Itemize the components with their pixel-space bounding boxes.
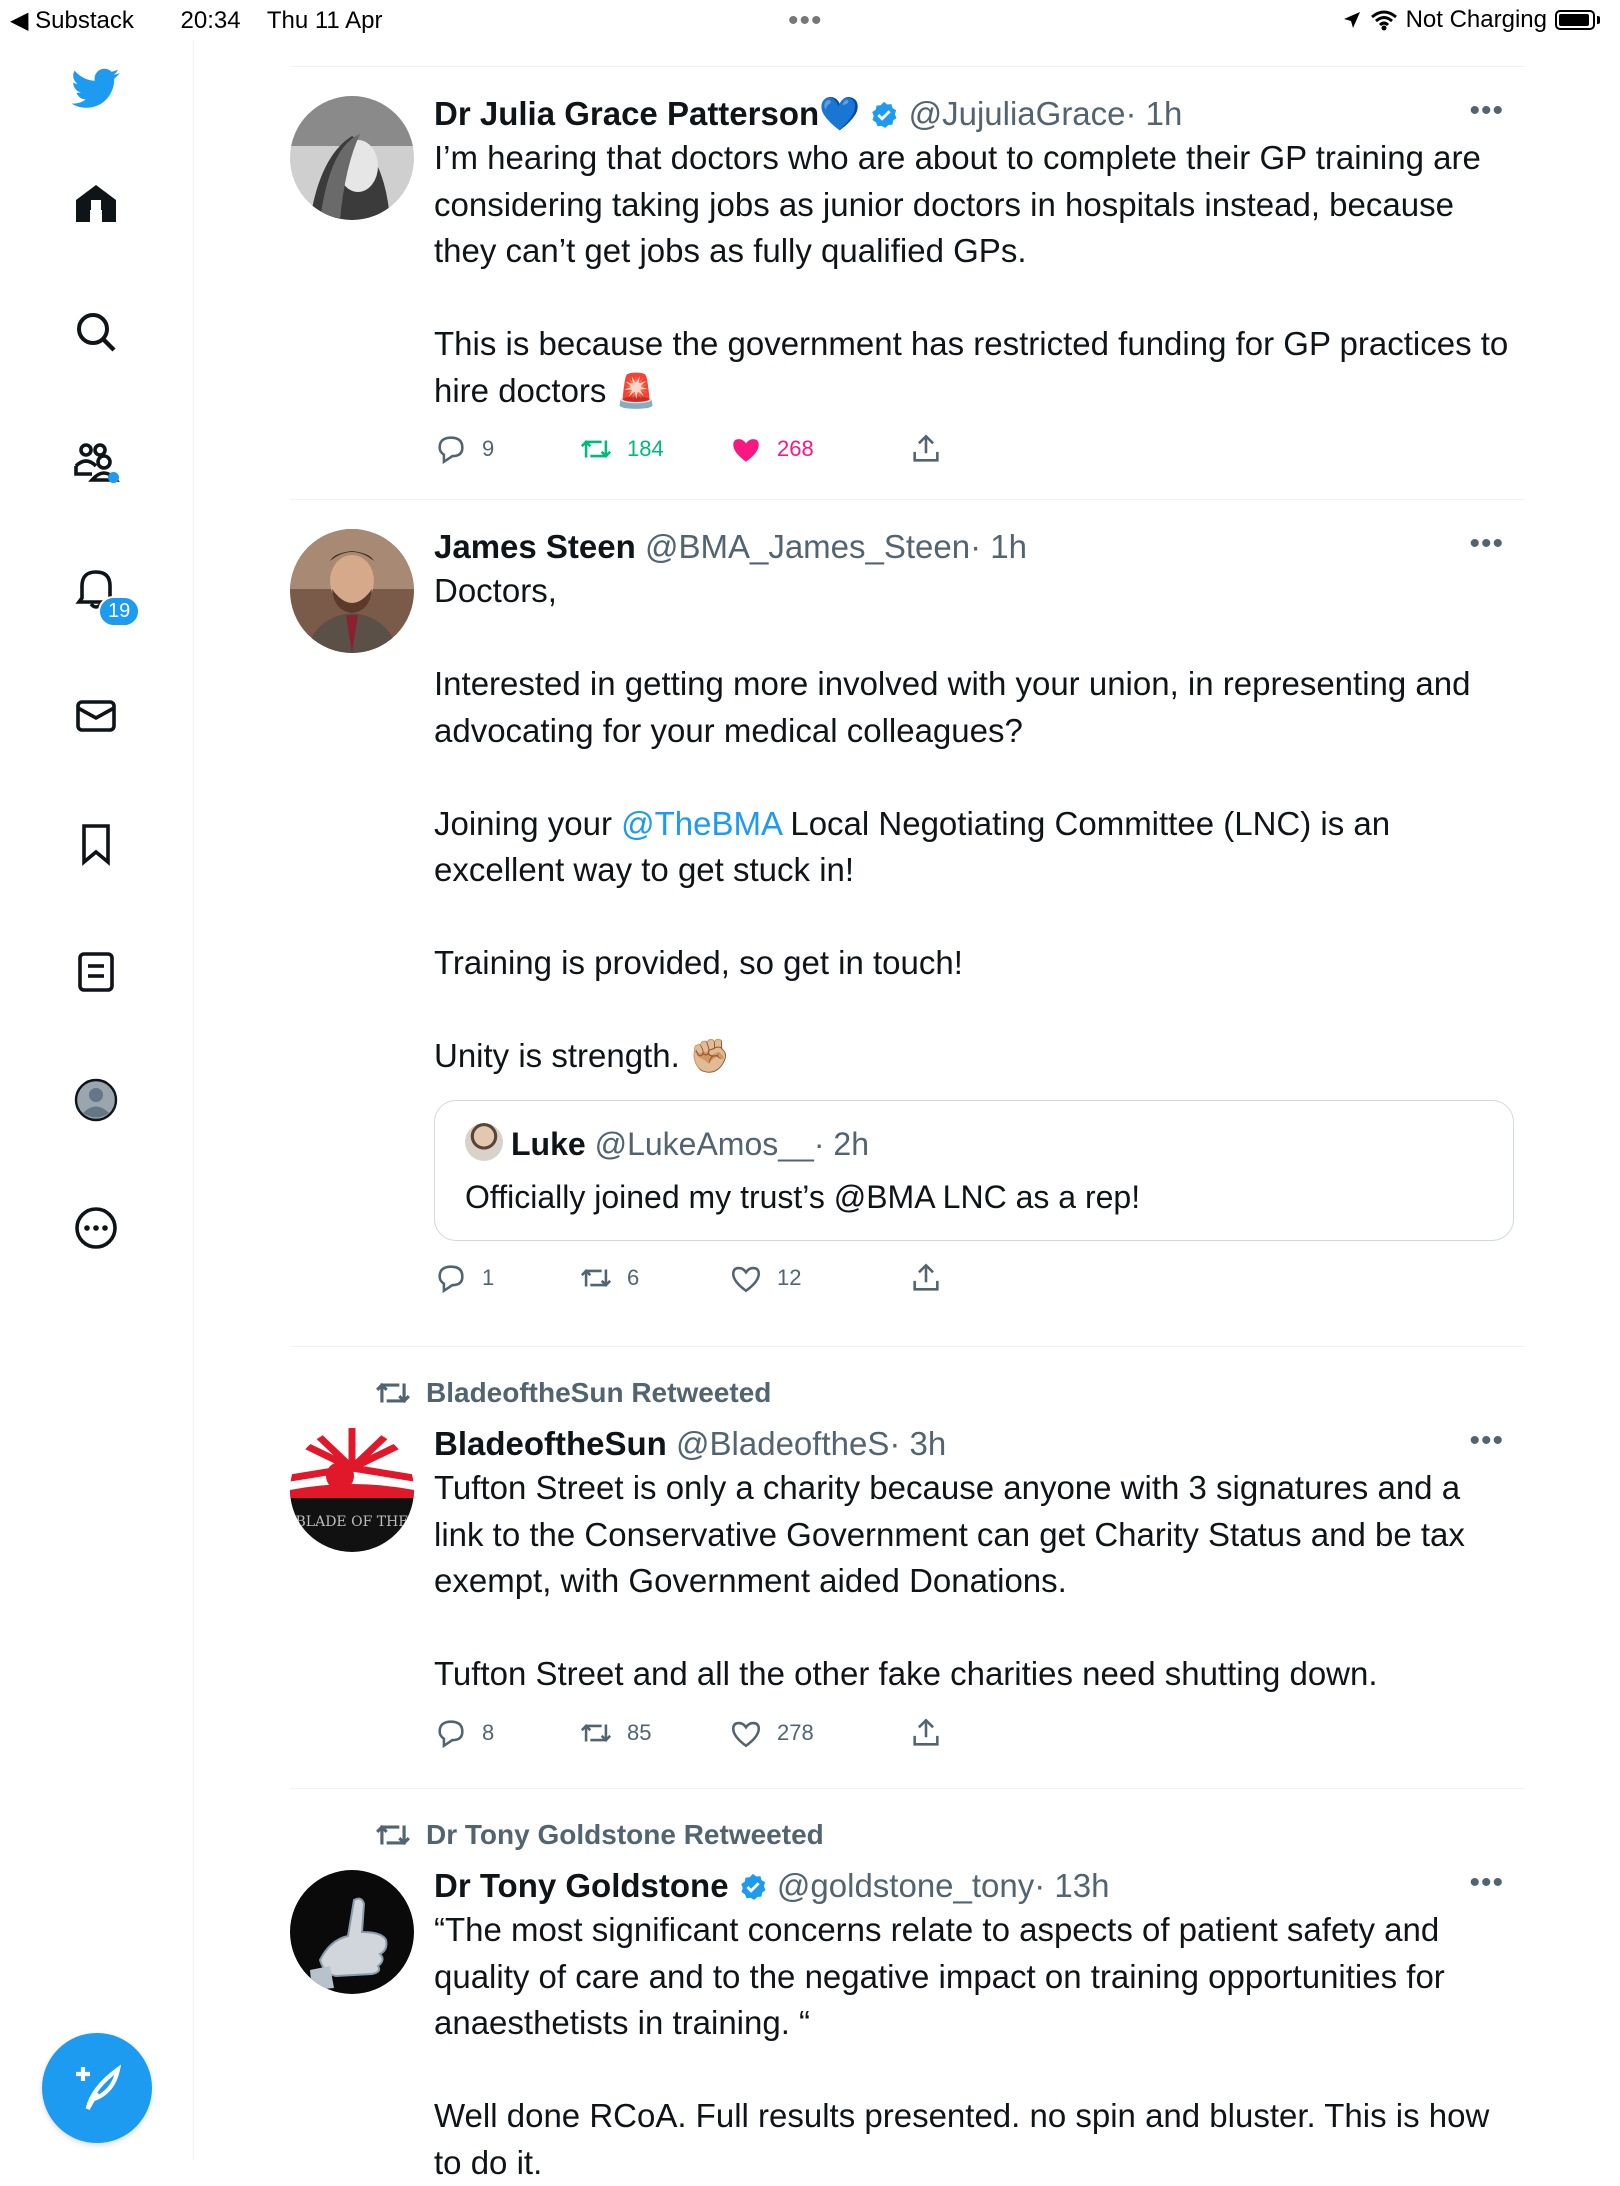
like-button[interactable] <box>729 1261 801 1295</box>
heart-icon <box>729 1716 763 1750</box>
tweet-text-part-b: Local Negotiating Committee (LNC) is an excellent way to get stuck in! Training is provided, so get in touch! Unity is strength. <box>434 804 1391 1074</box>
status-date: Thu 11 Apr <box>266 7 383 34</box>
retweet-icon <box>579 432 613 466</box>
quote-author-handle: @LukeAmos__ <box>594 1125 814 1162</box>
tweet-header <box>434 1424 1514 1464</box>
quote-header <box>465 1123 1483 1164</box>
retweet-icon <box>374 1816 412 1854</box>
communities-dot-badge <box>108 472 119 483</box>
reply-count: 9 <box>482 436 495 461</box>
like-count: 268 <box>777 436 814 461</box>
author-handle[interactable]: @JujuliaGrace <box>908 95 1126 132</box>
fist-emoji: ✊🏼 <box>688 1037 731 1074</box>
heart-filled-icon <box>729 432 763 466</box>
quoted-tweet[interactable] <box>434 1100 1514 1241</box>
author-name[interactable]: BladeoftheSun <box>434 1425 667 1462</box>
reply-icon <box>434 432 468 466</box>
quote-avatar <box>465 1123 503 1161</box>
tweet-text-part-a: Doctors, Interested in getting more involved with your union, in representing and advocating for your medical colleagues? Joining your <box>434 572 1471 842</box>
like-count: 12 <box>777 1264 802 1290</box>
share-button[interactable] <box>909 1716 943 1750</box>
retweeted-by-label: Dr Tony Goldstone Retweeted <box>426 1819 824 1850</box>
author-handle[interactable]: @goldstone_tony <box>776 1867 1035 1904</box>
retweet-count: 184 <box>627 436 664 461</box>
twitter-logo-icon[interactable] <box>70 62 122 114</box>
status-left <box>10 6 402 35</box>
retweeted-by[interactable] <box>374 1374 771 1412</box>
siren-emoji: 🚨 <box>615 371 657 409</box>
wifi-icon <box>1370 9 1398 31</box>
tweet-time: · 3h <box>889 1425 947 1462</box>
reply-count: 8 <box>482 1719 495 1745</box>
like-button[interactable] <box>729 432 814 466</box>
tweet-actions <box>434 432 1514 472</box>
like-button[interactable] <box>729 1716 814 1750</box>
tweet-body <box>434 1866 1514 2186</box>
divider <box>290 66 1525 67</box>
status-bar <box>0 0 1620 40</box>
author-name-emoji: 💙 <box>819 95 861 132</box>
tweet-time: · 13h <box>1034 1867 1110 1904</box>
verified-badge-icon <box>869 100 899 130</box>
author-handle[interactable]: @BladeoftheS <box>676 1425 890 1462</box>
status-time: 20:34 <box>180 7 241 34</box>
retweet-button[interactable] <box>579 1261 639 1295</box>
tweet-more-icon[interactable]: ••• <box>1469 1866 1504 1899</box>
retweet-button[interactable] <box>579 1716 651 1750</box>
divider <box>290 1346 1525 1347</box>
compose-tweet-icon <box>69 2060 125 2116</box>
reply-icon <box>434 1716 468 1750</box>
retweet-count: 85 <box>627 1719 652 1745</box>
messages-icon[interactable] <box>70 690 122 742</box>
retweeted-by[interactable] <box>374 1816 824 1854</box>
share-button[interactable] <box>909 1261 943 1295</box>
sidebar <box>0 40 194 2160</box>
status-right <box>1342 6 1600 34</box>
verified-badge-icon <box>738 1872 768 1902</box>
tweet-text: “The most significant concerns relate to aspects of patient safety and quality of care and to the negative impact on training opportunities for anaesthetists in training. “ Well done RCoA. Full results presented. no spin and bluster. This is how to do it. <box>434 1911 1490 2181</box>
retweet-button[interactable] <box>579 432 664 466</box>
profile-icon[interactable] <box>70 1074 122 1126</box>
reply-button[interactable] <box>434 432 494 466</box>
back-app-label: Substack <box>35 7 134 34</box>
back-to-app[interactable]: ◀ Substack <box>10 7 134 34</box>
tweet-actions <box>434 1261 1514 1301</box>
home-icon[interactable] <box>70 178 122 230</box>
mention-link[interactable]: @TheBMA <box>621 804 782 842</box>
share-icon <box>909 432 943 466</box>
charging-status: Not Charging <box>1405 6 1547 33</box>
tweet-text <box>434 135 1514 414</box>
tweet-more-icon[interactable]: ••• <box>1469 94 1504 127</box>
avatar[interactable] <box>290 529 414 653</box>
retweeted-by-label: BladeoftheSun Retweeted <box>426 1377 772 1408</box>
battery-icon <box>1555 10 1595 30</box>
tweet-body <box>434 527 1514 1301</box>
share-icon <box>909 1261 943 1295</box>
tweet-text-content: I’m hearing that doctors who are about to complete their GP training are considering taking jobs as junior doctors in hospitals instead, because they can’t get jobs as fully qualified GPs. This is because the government has restricted funding for GP practices to hire doctors <box>434 139 1509 409</box>
author-handle[interactable]: @BMA_James_Steen <box>644 528 971 565</box>
like-count: 278 <box>777 1719 814 1745</box>
retweet-icon <box>579 1261 613 1295</box>
tweet-header <box>434 94 1514 134</box>
author-name[interactable]: Dr Julia Grace Patterson <box>434 95 820 132</box>
share-icon <box>909 1716 943 1750</box>
tweet-body <box>434 94 1514 472</box>
divider <box>290 1788 1525 1789</box>
tweet-more-icon[interactable]: ••• <box>1469 527 1504 560</box>
tweet-header <box>434 1866 1514 1906</box>
avatar[interactable] <box>290 96 414 220</box>
compose-tweet-button[interactable] <box>42 2033 152 2143</box>
search-icon[interactable] <box>70 306 122 358</box>
quote-text: Officially joined my trust’s @BMA LNC as a rep! <box>465 1178 1141 1215</box>
location-icon <box>1342 10 1362 30</box>
notifications-badge: 19 <box>98 596 140 627</box>
battery-tip <box>1597 16 1600 24</box>
reply-icon <box>434 1261 468 1295</box>
tweet-text <box>434 568 1514 1080</box>
quote-author-name: Luke <box>511 1125 586 1162</box>
share-button[interactable] <box>909 432 943 466</box>
lists-icon[interactable] <box>70 946 122 998</box>
author-name[interactable]: Dr Tony Goldstone <box>434 1867 729 1904</box>
divider <box>290 499 1525 500</box>
tweet-header <box>434 527 1514 567</box>
tweet-text: Tufton Street is only a charity because anyone with 3 signatures and a link to the Conservative Government can get Charity Status and be tax exempt, with Government aided Donations. Tufton Street and all the other fake charities need shutting down. <box>434 1469 1465 1692</box>
reply-button[interactable] <box>434 1716 494 1750</box>
heart-icon <box>729 1261 763 1295</box>
avatar[interactable] <box>290 1428 414 1552</box>
reply-button[interactable] <box>434 1261 494 1295</box>
tweet-time: · 1h <box>970 528 1027 565</box>
retweet-icon <box>374 1374 412 1412</box>
retweet-icon <box>579 1716 613 1750</box>
quote-time: · 2h <box>813 1125 869 1162</box>
tweet-time: · 1h <box>1125 95 1183 132</box>
multitask-dots[interactable]: ••• <box>788 4 823 37</box>
more-icon[interactable] <box>70 1202 122 1254</box>
tweet-body <box>434 1424 1514 1756</box>
reply-count: 1 <box>482 1264 495 1290</box>
author-name[interactable]: James Steen <box>434 528 636 565</box>
avatar[interactable] <box>290 1870 414 1994</box>
avatar-logo-text: BLADE OF THE <box>295 1514 409 1530</box>
retweet-count: 6 <box>627 1264 640 1290</box>
bookmarks-icon[interactable] <box>70 818 122 870</box>
tweet-more-icon[interactable]: ••• <box>1469 1424 1504 1457</box>
tweet-actions <box>434 1716 1514 1756</box>
